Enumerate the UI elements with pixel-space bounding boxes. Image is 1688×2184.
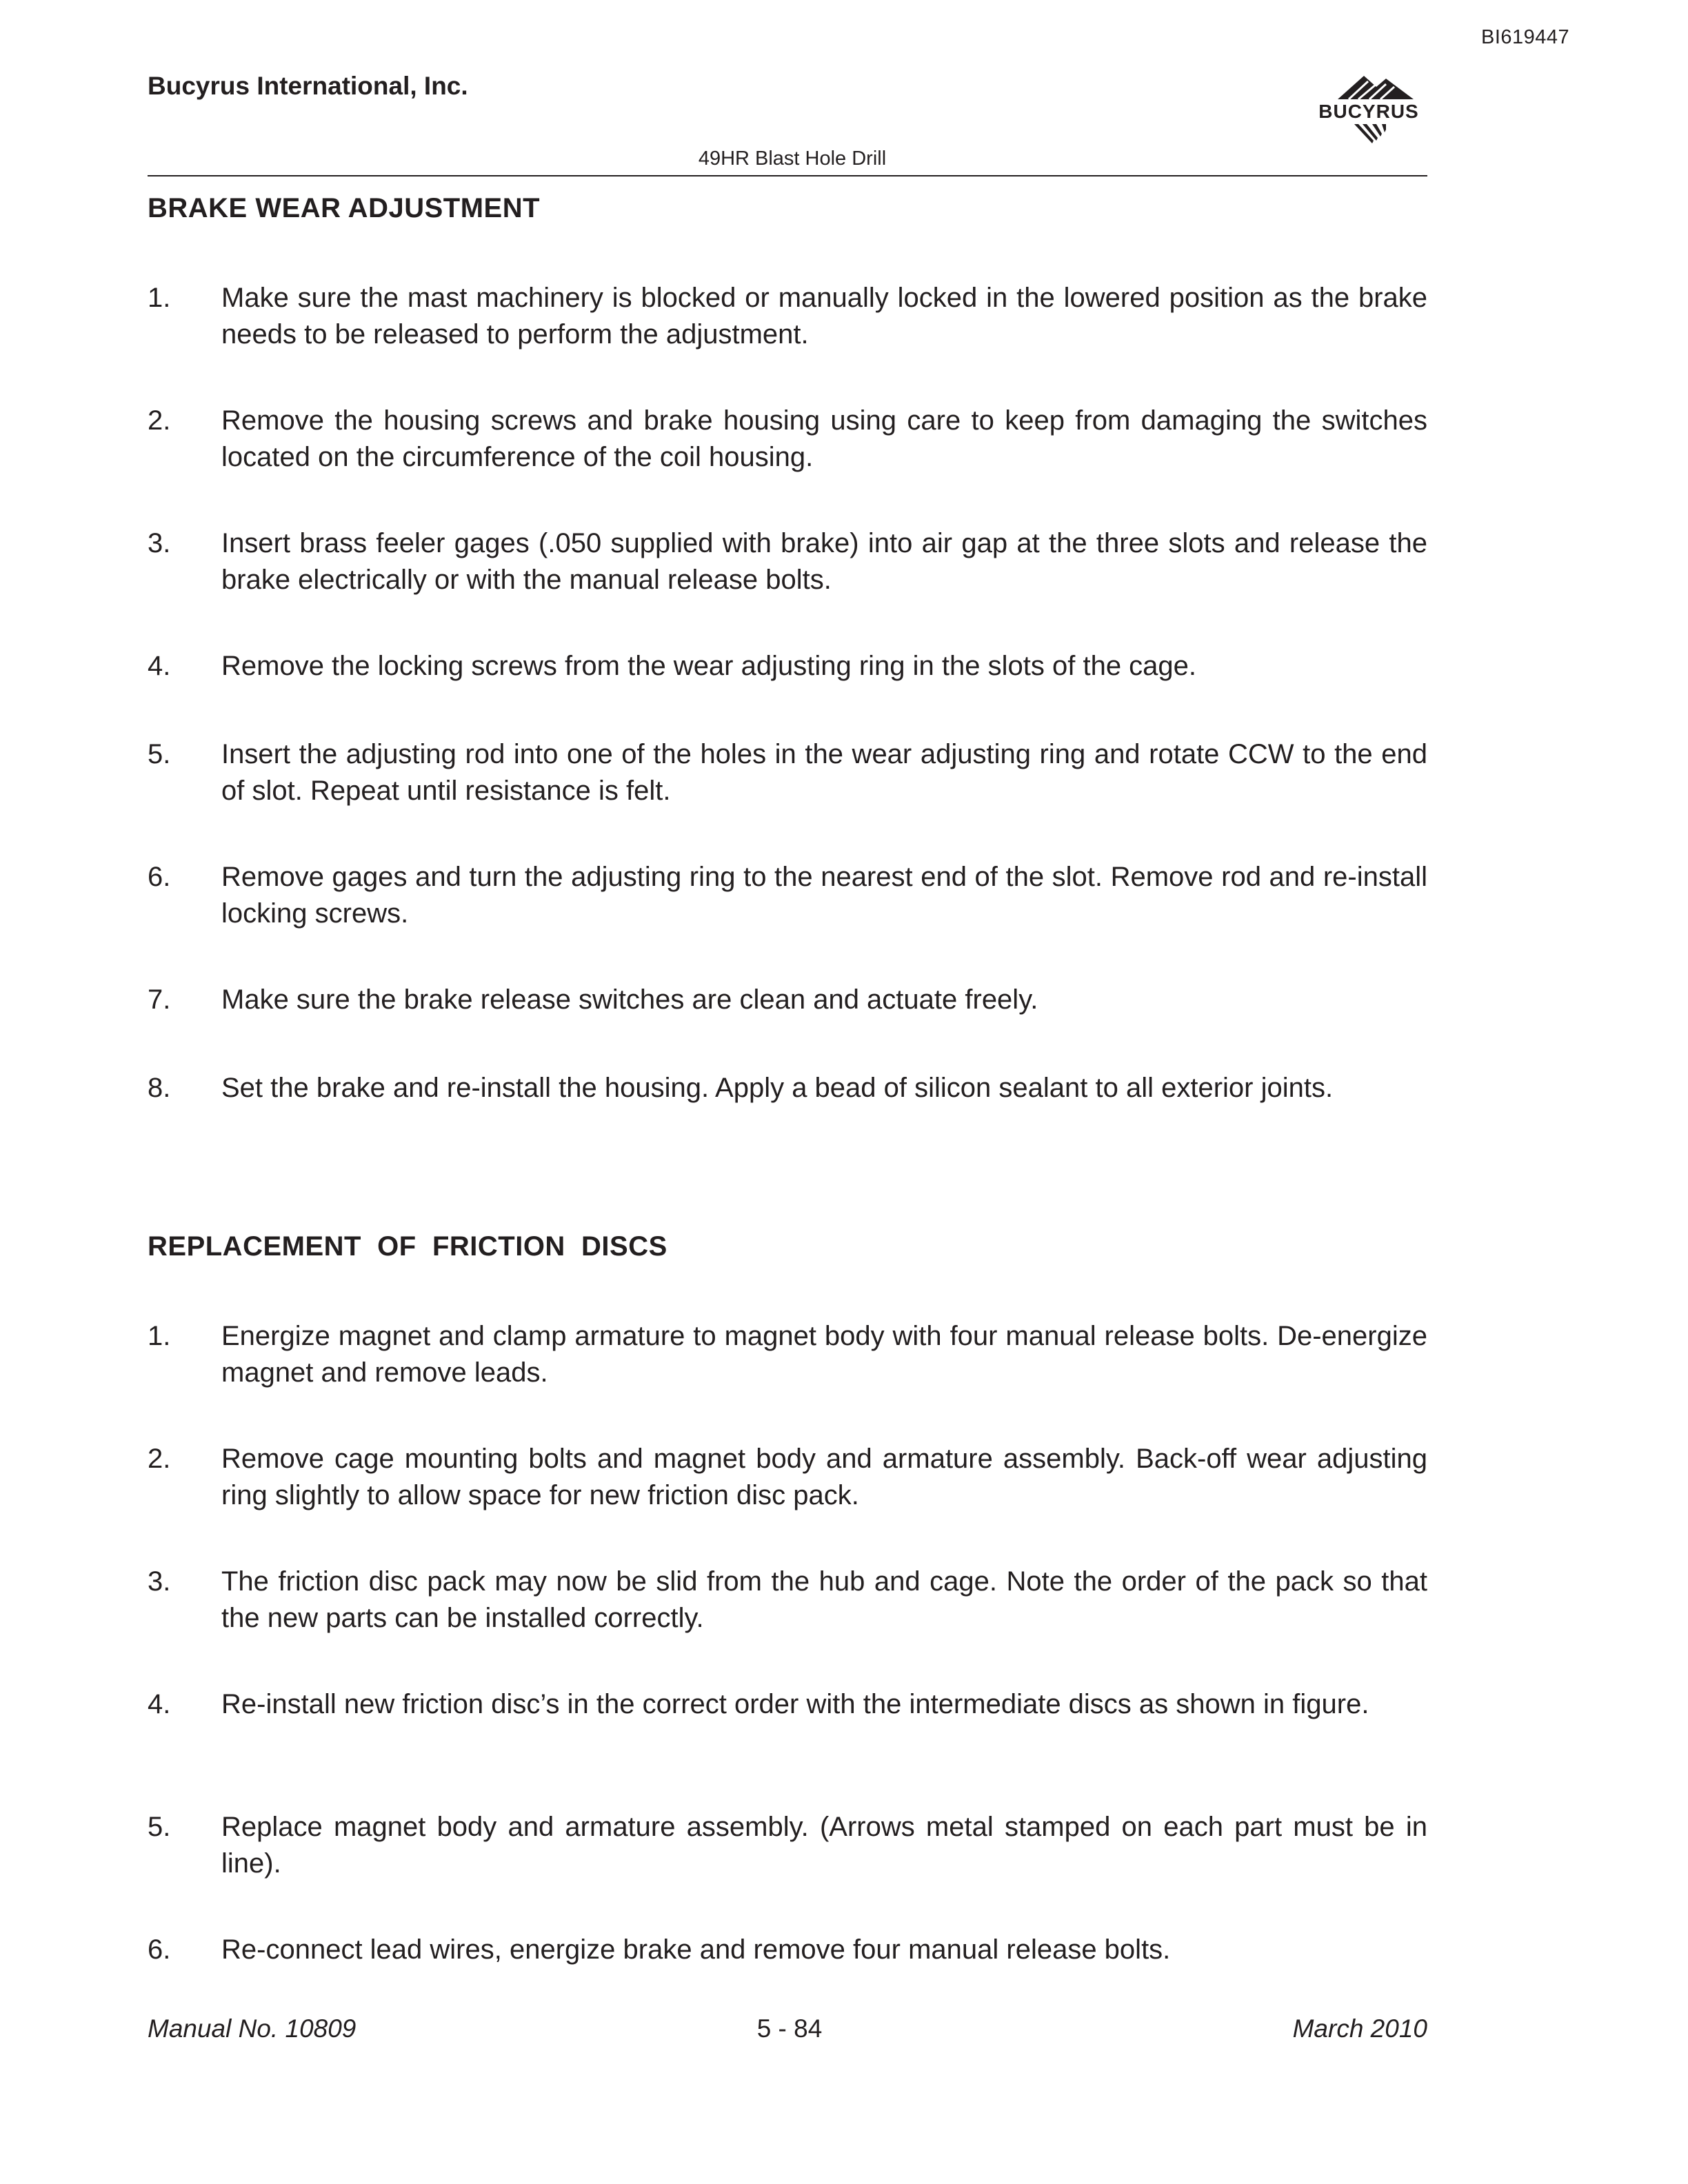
step-text: Remove the locking screws from the wear adjusting ring in the slots of the cage. — [221, 651, 1197, 681]
header-divider — [148, 175, 1427, 176]
step-text: Remove cage mounting bolts and magnet body and armature assembly. Back-off wear adjusting ring slightly to allow space for new friction disc pack. — [221, 1444, 1427, 1510]
step-text: Re-install new friction disc’s in the correct order with the intermediate discs as shown in figure. — [221, 1689, 1369, 1719]
step-text: Remove gages and turn the adjusting ring to the nearest end of the slot. Remove rod and re-install locking screws. — [221, 862, 1427, 929]
step-number: 1. — [148, 1321, 171, 1351]
step-number: 4. — [148, 651, 171, 681]
step-text: Make sure the mast machinery is blocked or manually locked in the lowered position as the brake needs to be released to perform the adjustment. — [221, 283, 1427, 350]
step-text: Energize magnet and clamp armature to magnet body with four manual release bolts. De-energize magnet and remove leads. — [221, 1321, 1427, 1388]
document-subtitle: 49HR Blast Hole Drill — [698, 148, 887, 170]
step-number: 3. — [148, 1566, 171, 1597]
bucyrus-logo — [1310, 72, 1427, 154]
document-id: BI619447 — [1481, 26, 1570, 48]
step-number: 3. — [148, 528, 171, 558]
step-number: 6. — [148, 1934, 171, 1965]
step-number: 2. — [148, 405, 171, 436]
logo-wordmark: BUCYRUS — [1318, 101, 1419, 122]
step-text: Re-connect lead wires, energize brake and remove four manual release bolts. — [221, 1934, 1171, 1965]
section-title-replacement-of-friction-discs — [148, 1231, 667, 1262]
footer-manual-number: Manual No. 10809 — [148, 2014, 356, 2043]
step-text: Remove the housing screws and brake housing using care to keep from damaging the switches located on the circumference of the coil housing. — [221, 405, 1427, 472]
step-number: 8. — [148, 1073, 171, 1103]
company-name: Bucyrus International, Inc. — [148, 72, 468, 100]
step-number: 2. — [148, 1444, 171, 1474]
footer-page-number: 5 - 84 — [756, 2014, 823, 2043]
section-title-brake-wear-adjustment: BRAKE WEAR ADJUSTMENT — [148, 193, 541, 223]
step-text: Insert brass feeler gages (.050 supplied with brake) into air gap at the three slots and release the brake electrically or with the manual release bolts. — [221, 528, 1427, 595]
footer-date: March 2010 — [1292, 2014, 1427, 2043]
step-text: Set the brake and re-install the housing. Apply a bead of silicon sealant to all exterior joints. — [221, 1073, 1334, 1103]
step-text: Make sure the brake release switches are clean and actuate freely. — [221, 984, 1038, 1015]
step-number: 5. — [148, 1812, 171, 1842]
step-number: 5. — [148, 739, 171, 769]
step-text: Insert the adjusting rod into one of the holes in the wear adjusting ring and rotate CCW to the end of slot. Repeat until resistance is felt. — [221, 739, 1427, 806]
section-title-text: REPLACEMENT OF FRICTION DISCS — [148, 1231, 667, 1262]
step-number: 4. — [148, 1689, 171, 1719]
step-number: 1. — [148, 283, 171, 313]
step-text: Replace magnet body and armature assembly. (Arrows metal stamped on each part must be in line). — [221, 1812, 1427, 1879]
step-number: 6. — [148, 862, 171, 892]
step-number: 7. — [148, 984, 171, 1015]
step-text: The friction disc pack may now be slid from the hub and cage. Note the order of the pack so that the new parts can be installed correctly. — [221, 1566, 1427, 1633]
